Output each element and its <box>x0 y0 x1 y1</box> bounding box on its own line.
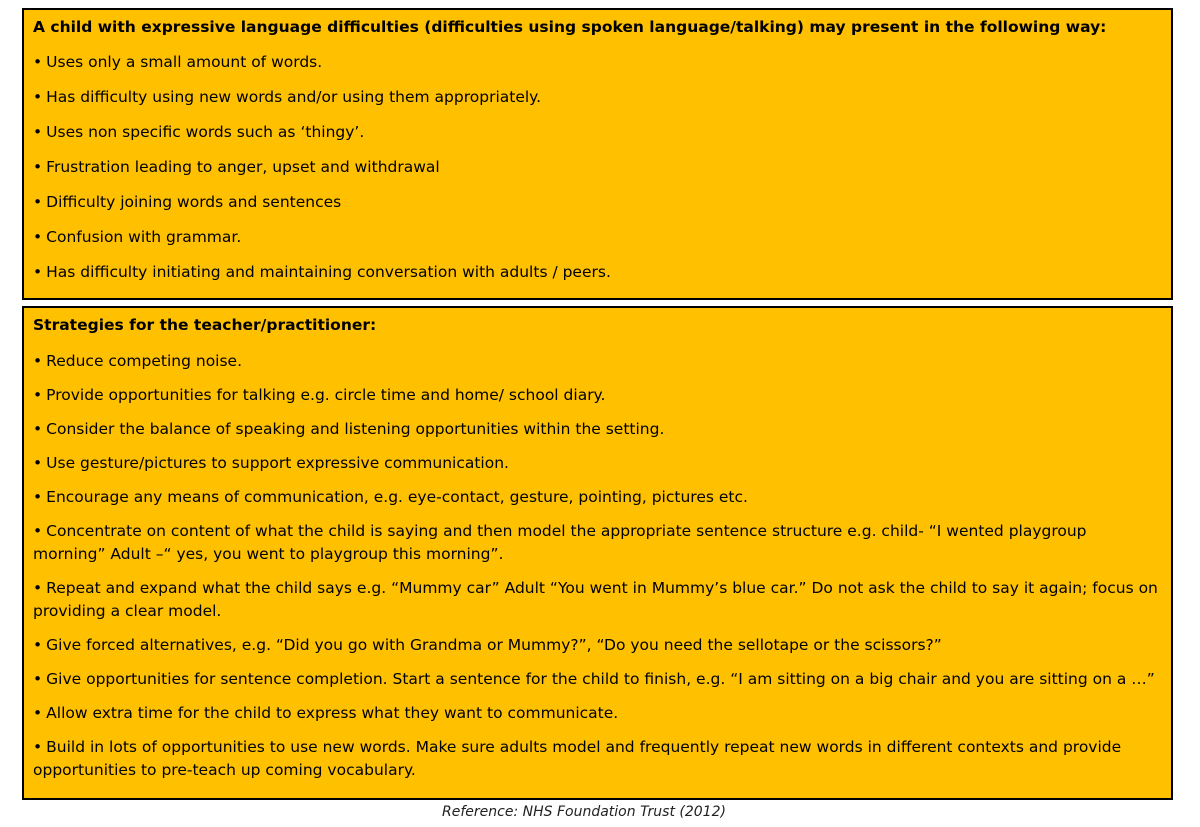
list-item: • Encourage any means of communication, e.g. eye-contact, gesture, pointing, pictures etc. <box>33 488 748 506</box>
list-item: • Repeat and expand what the child says e.g. “Mummy car” Adult “You went in Mummy’s blue car.” Do not ask the child to say it again; focus on providing a clear model. <box>33 579 1158 620</box>
bullet-icon: • <box>33 386 43 404</box>
list-item: • Reduce competing noise. <box>33 352 243 370</box>
strategies-title: Strategies for the teacher/practitioner: <box>33 316 377 334</box>
expressive-difficulties-box <box>22 8 1173 300</box>
list-item: • Give forced alternatives, e.g. “Did you go with Grandma or Mummy?”, “Do you need the sellotape or the scissors?” <box>33 636 942 654</box>
bullet-icon: • <box>33 738 43 756</box>
bullet-icon: • <box>33 704 43 722</box>
bullet-icon: • <box>33 522 43 540</box>
list-item: • Provide opportunities for talking e.g. circle time and home/ school diary. <box>33 386 606 404</box>
bullet-icon: • <box>33 670 43 688</box>
list-item: • Confusion with grammar. <box>33 228 242 246</box>
list-item: • Allow extra time for the child to express what they want to communicate. <box>33 704 619 722</box>
list-item: • Uses non specific words such as ‘thingy’. <box>33 123 365 141</box>
list-item: • Concentrate on content of what the child is saying and then model the appropriate sentence structure e.g. child- “I wented playgroup morning” Adult –“ yes, you went to playgroup this morning”. <box>33 522 1087 563</box>
list-item: • Has difficulty using new words and/or using them appropriately. <box>33 88 542 106</box>
strategies-list <box>33 350 1161 782</box>
bullet-icon: • <box>33 158 43 176</box>
reference-citation: Reference: NHS Foundation Trust (2012) <box>442 804 726 820</box>
list-item: • Frustration leading to anger, upset and withdrawal <box>33 158 440 176</box>
bullet-icon: • <box>33 579 43 597</box>
bullet-icon: • <box>33 88 43 106</box>
list-item: • Has difficulty initiating and maintaining conversation with adults / peers. <box>33 263 611 281</box>
list-item: • Build in lots of opportunities to use new words. Make sure adults model and frequently repeat new words in different contexts and provide opportunities to pre-teach up coming vocabulary. <box>33 738 1122 779</box>
bullet-icon: • <box>33 263 43 281</box>
bullet-icon: • <box>33 352 43 370</box>
expressive-difficulties-list <box>33 51 1161 284</box>
list-item: • Consider the balance of speaking and listening opportunities within the setting. <box>33 420 665 438</box>
bullet-icon: • <box>33 123 43 141</box>
list-item: • Difficulty joining words and sentences <box>33 193 342 211</box>
bullet-icon: • <box>33 488 43 506</box>
bullet-icon: • <box>33 53 43 71</box>
bullet-icon: • <box>33 636 43 654</box>
strategies-box <box>22 306 1173 800</box>
bullet-icon: • <box>33 193 43 211</box>
bullet-icon: • <box>33 228 43 246</box>
bullet-icon: • <box>33 420 43 438</box>
list-item: • Give opportunities for sentence completion. Start a sentence for the child to finish, e.g. “I am sitting on a big chair and you are sitting on a …” <box>33 670 1155 688</box>
expressive-difficulties-title: A child with expressive language difficulties (difficulties using spoken language/talking) may present in the following way: <box>33 18 1107 36</box>
bullet-icon: • <box>33 454 43 472</box>
list-item: • Uses only a small amount of words. <box>33 53 323 71</box>
list-item: • Use gesture/pictures to support expressive communication. <box>33 454 509 472</box>
